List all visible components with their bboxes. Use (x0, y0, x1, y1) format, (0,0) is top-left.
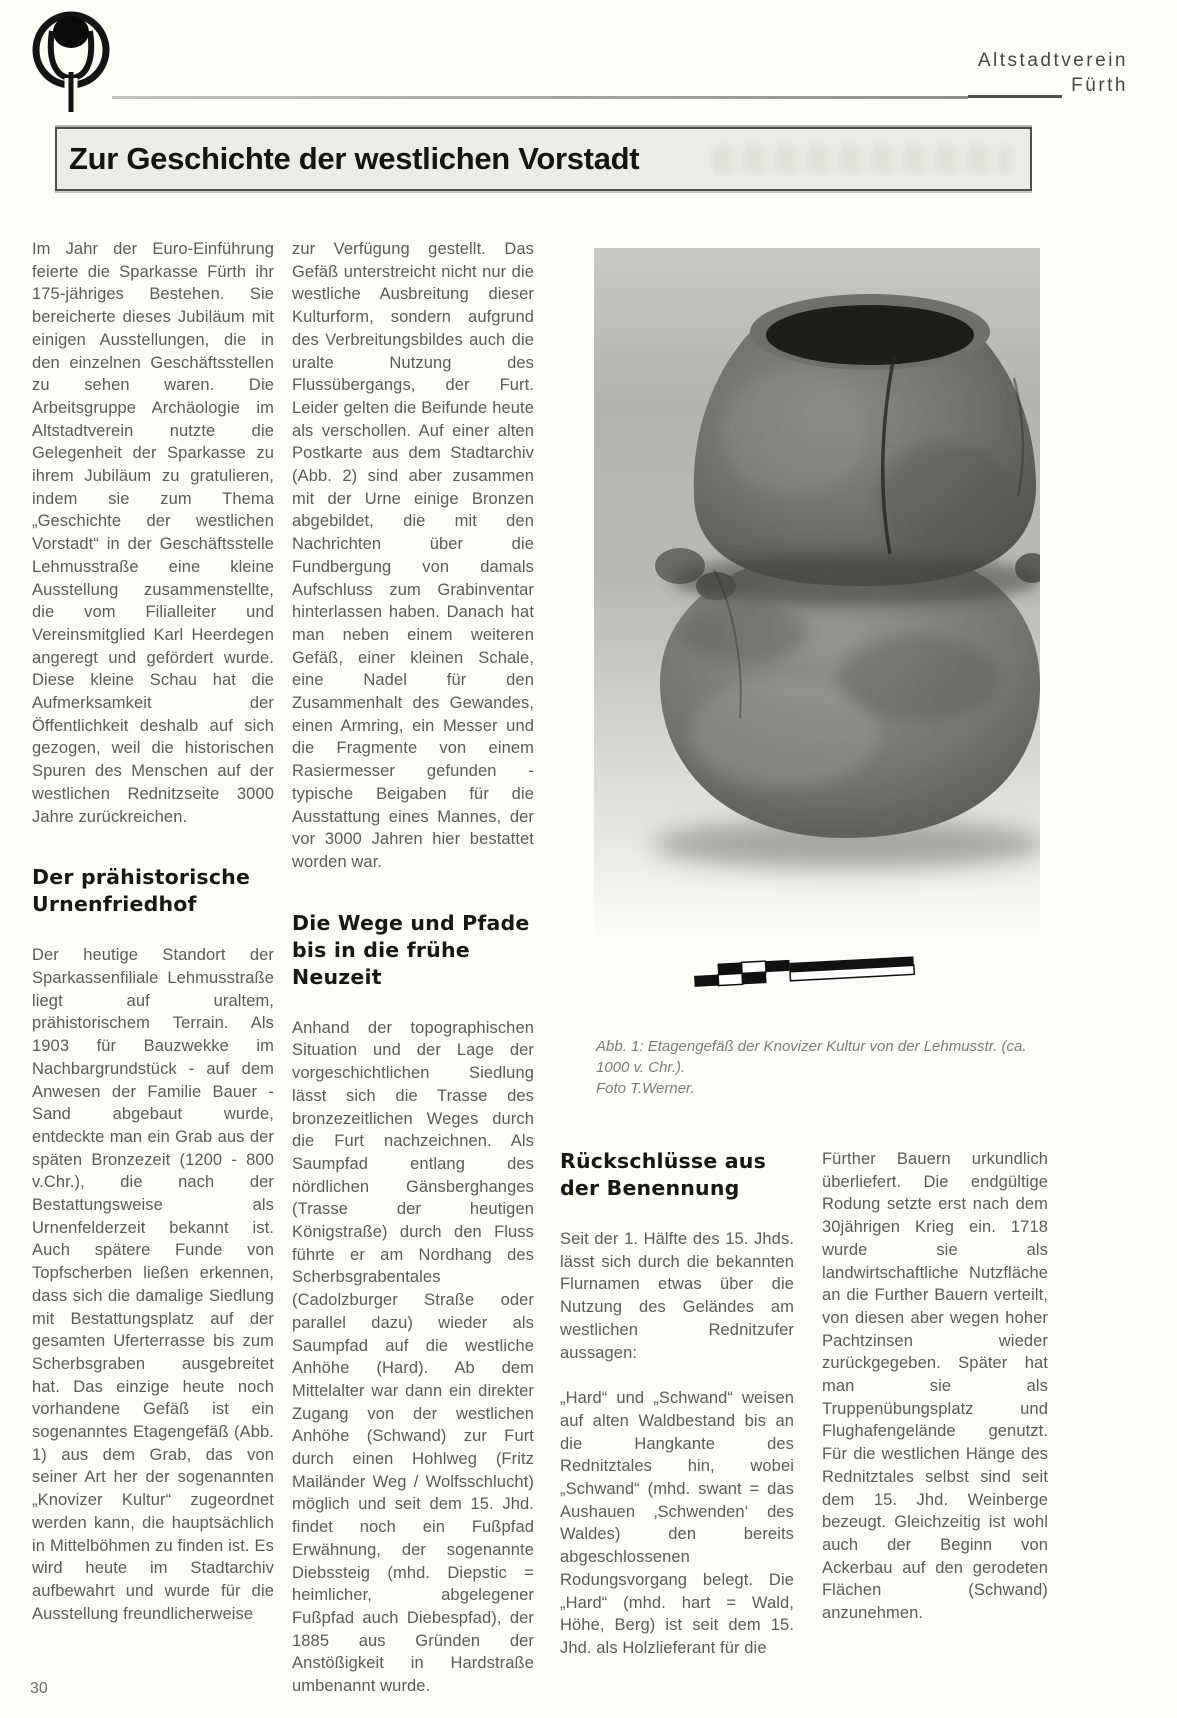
brand-name: Altstadtverein (977, 50, 1128, 71)
text-column-3 (560, 1148, 794, 1660)
figure-caption: Abb. 1: Etagengefäß der Knovizer Kultur von der Lehmusstr. (ca. 1000 v. Chr.). Foto T.Werner. (596, 1038, 1027, 1097)
body-paragraph: Fürther Bauern urkundlich überliefert. Die endgültige Rodung setzte erst nach dem 30jährigen Krieg ein. 1718 wurde sie als landwirtschaftliche Nutzfläche an die Further Bauern verteilt, von diesen aber wegen hoher Pachtzinsen wieder zurückgegeben. Später hat man sie als Truppenübungsplatz und Flughafengelände genutzt. Für die westlichen Hänge des Rednitztales selbst sind seit dem 15. Jhd. Weinberge bezeugt. Gleichzeitig ist wohl auch der Beginn von Ackerbau auf den gerodeten Flächen (Schwand) anzunehmen. (822, 1150, 1048, 1623)
body-paragraph: zur Verfügung gestellt. Das Gefäß unterstreicht nicht nur die westliche Ausbreitung dieser Kulturform, sondern aufgrund des Verbreitungsbildes auch die uralte Nutzung des Flussübergangs, der Furt. Leider gelten die Beifunde heute als verschollen. Auf einer alten Postkarte aus dem Stadtarchiv (Abb. 2) sind aber zusammen mit der Urne einige Bronzen abgebildet, die mit den Nachrichten über die Fundbergung von damals Aufschluss zum Grabinventar hinterlassen haben. Danach hat man neben einem weiteren Gefäß, einer kleinen Schale, eine Nadel für den Zusammenhalt des Gewandes, einen Armring, ein Messer und die Fragmente von einem Rasiermesser gefunden - typische Beigaben für die Ausstattung eines Mannes, der vor 3000 Jahren hier bestattet worden war. (292, 240, 534, 871)
section-heading-rueckschluesse: Rückschlüsse aus der Benennung (560, 1149, 767, 1200)
altstadtverein-logo-icon (16, 6, 126, 114)
body-paragraph: „Hard“ und „Schwand“ weisen auf alten Waldbestand bis an die Hangkante des Rednitztales hin, wobei „Schwand“ (mhd. swant = das Aushauen ‚Schwenden‘ des Waldes) den bereits abgeschlossenen Rodungsvorgang belegt. Die „Hard“ (mhd. hart = Wald, Höhe, Berg) ist seit dem 15. Jhd. als Holzlieferant für die (560, 1389, 794, 1657)
text-column-4 (822, 1148, 1048, 1625)
photo-scale-bar (688, 948, 924, 994)
page-title: Zur Geschichte der westlichen Vorstadt (69, 141, 640, 176)
article-title-box (55, 127, 1032, 191)
body-paragraph: Anhand der topographischen Situation und der Lage der vorgeschichtlichen Siedlung lässt sich die Trasse des bronzezeitlichen Weges durch die Furt nachzeichnen. Als Saumpfad entlang des nördlichen Gänsberghanges (Trasse der heutigen Königstraße) durch den Fluss führte er am Nordhang des Scherbsgrabentales (Cadolzburger Straße oder parallel dazu) wieder als Saumpfad auf die westliche Anhöhe (Hard). Ab dem Mittelalter war dann ein direkter Zugang von der westlichen Anhöhe (Schwand) zur Furt durch einen Hohlweg (Fritz Mailänder Weg / Wolfsschlucht) möglich und seit dem 15. Jhd. findet noch ein Fußpfad Erwähnung, der sogenannte Diebssteig (mhd. Diepstic = heimlicher, abgelegener Fußpfad auch Diebespfad), der 1885 aus Gründen der Anstößigkeit in Hardstraße umbenannt wurde. (292, 1018, 534, 1696)
section-heading-urnenfriedhof: Der prähistorische Urnenfriedhof (32, 865, 251, 917)
print-bleedthrough (712, 145, 1012, 173)
body-paragraph: Der heutige Standort der Sparkassenfiliale Lehmusstraße liegt auf uraltem, prähistorischem Terrain. Als 1903 für Bauzwekke im Nachbargrundstück - auf dem Anwesen der Familie Bauer - Sand abgebaut wurde, entdeckte man ein Grab aus der späten Bronzezeit (1200 - 800 v.Chr.), die nach der Bestattungsweise als Urnenfelderzeit bekannt ist. Auch spätere Funde von Topfscherben ließen erkennen, dass sich die damalige Siedlung mit Bestattungsplatz auf der gesamten Uferterrasse bis zum Scherbsgraben ausgebreitet hat. Das einzige heute noch vorhandene Gefäß ist ein sogenanntes Etagengefäß (Abb. 1) aus dem Grab, das von seiner Art her der sogenannten „Knovizer Kultur“ zugeordnet werden kann, die hauptsächlich in Mittelböhmen zu finden ist. Es wird heute im Stadtarchiv aufbewahrt und wurde für die Ausstellung freundlicherweise (32, 946, 274, 1623)
brand-city: Fürth (1071, 75, 1128, 96)
text-column-2 (292, 238, 534, 1698)
text-column-1 (32, 238, 274, 1625)
intro-paragraph: Im Jahr der Euro-Einführung feierte die Sparkasse Fürth ihr 175-jähriges Bestehen. Sie bereicherte dieses Jubiläum mit einigen Ausstellungen, die in den einzelnen Geschäftsstellen zu sehen waren. Die Arbeitsgruppe Archäologie im Altstadtverein nutzte die Gelegenheit der Sparkasse zu ihrem Jubiläum zu gratulieren, indem sie zum Thema „Geschichte der westlichen Vorstadt“ in der Geschäftsstelle Lehmusstraße eine kleine Ausstellung zusammenstellte, die vom Filialleiter und Vereinsmitglied Karl Heerdegen angeregt und gefördert wurde. Diese kleine Schau hat die Aufmerksamkeit der Öffentlichkeit deshalb auf sich gezogen, weil die historischen Spuren des Menschen auf der westlichen Rednitzseite 3000 Jahre zurückreichen. (32, 240, 274, 826)
section-heading-wege-und-pfade: Die Wege und Pfade bis in die frühe Neuzeit (292, 910, 530, 989)
page-number: 30 (30, 1680, 48, 1697)
urn-vessel-illustration (594, 248, 1040, 948)
etagengefaess-photo (594, 248, 1040, 948)
body-paragraph: Seit der 1. Hälfte des 15. Jhds. lässt sich durch die bekannten Flurnamen etwas über die Nutzung des Geländes am westlichen Rednitzufer aussagen: (560, 1230, 794, 1362)
header-rule-accent (968, 95, 1062, 98)
header-rule (112, 96, 968, 99)
